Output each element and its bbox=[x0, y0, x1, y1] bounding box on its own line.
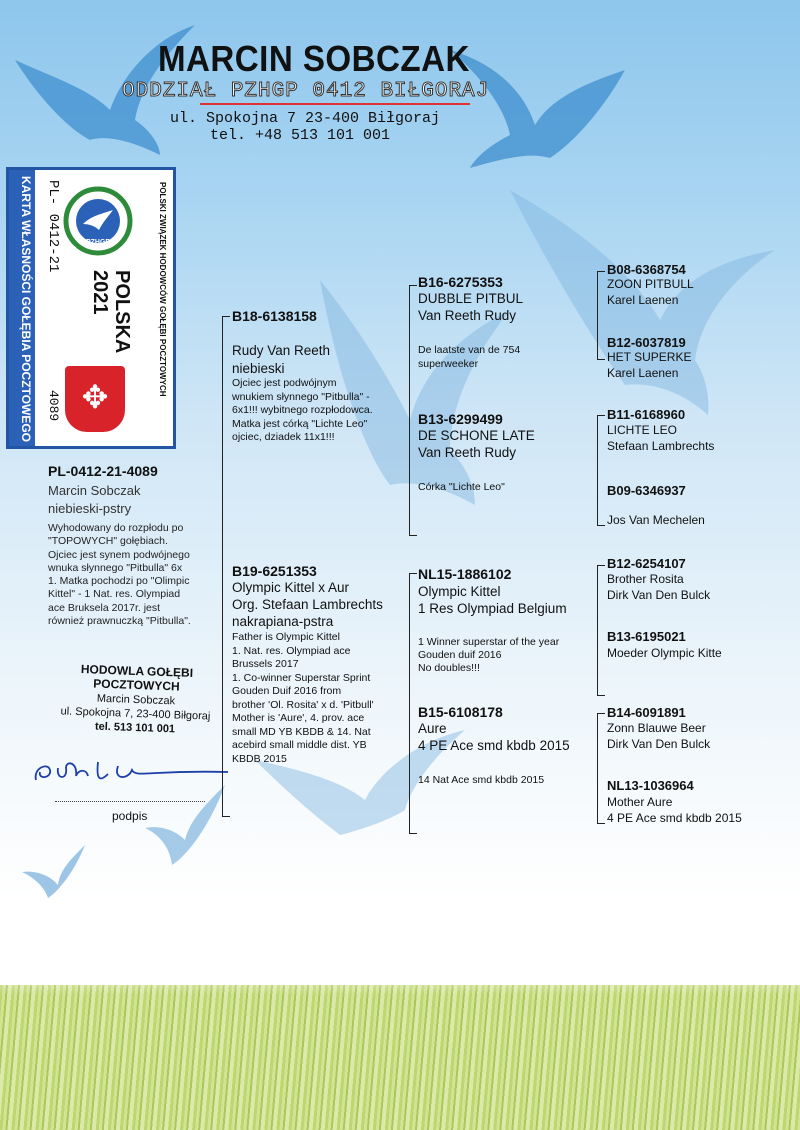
dove-silhouette-bottom-mid bbox=[140, 780, 230, 870]
gen3-name-2: HET SUPERKE bbox=[607, 350, 692, 364]
gen2-note-1b: superweeker bbox=[418, 358, 479, 370]
bracket-gen3-4 bbox=[597, 713, 598, 823]
bracket-gen3-1 bbox=[597, 271, 598, 359]
gen3-ring-1: B08-6368754 bbox=[607, 262, 686, 277]
gen2-breeder-4: 4 PE Ace smd kbdb 2015 bbox=[418, 738, 570, 753]
dove-silhouette-bottom-left bbox=[20, 840, 90, 900]
gen3-ring-8: NL13-1036964 bbox=[607, 778, 694, 793]
gen3-ring-2: B12-6037819 bbox=[607, 335, 686, 350]
gen3-name-7: Zonn Blauwe Beer bbox=[607, 721, 706, 735]
grass-field bbox=[0, 985, 800, 1130]
logo-text: PZHGP bbox=[85, 239, 111, 246]
card-country: POLSKA bbox=[111, 270, 133, 354]
card-ring-id: PL- 0412-21 bbox=[45, 180, 61, 273]
gen2-note-2a: Córka "Lichte Leo" bbox=[418, 481, 505, 493]
card-year: 2021 bbox=[89, 270, 111, 315]
sire-name: Rudy Van Reeth bbox=[232, 343, 331, 358]
gen3-ring-3: B11-6168960 bbox=[607, 407, 686, 422]
bracket-gen1 bbox=[222, 316, 223, 816]
card-country-year bbox=[89, 270, 133, 353]
gen3-name-1: ZOON PITBULL bbox=[607, 277, 694, 291]
dam-color: nakrapiana-pstra bbox=[232, 614, 334, 629]
subject-description: Wyhodowany do rozpłodu po "TOPOWYCH" gołębiach. Ojciec jest synem podwójnego wnuka słynnego "Pitbulla" 6x 1. Matka pochodzi po "Olimpic Kittel" - 1 Nat. res. Olympiad ace Bruksela 2017r. jest również prawnuczką "Pitbulla". bbox=[48, 522, 191, 628]
dam-origin: Org. Stefaan Lambrechts bbox=[232, 597, 383, 612]
gen2-breeder-3: 1 Res Olympiad Belgium bbox=[418, 601, 567, 616]
pzhgp-logo-icon bbox=[63, 186, 133, 256]
breeder-stamp: HODOWLA GOŁĘBI POCZTOWYCH Marcin Sobczak ul. Spokojna 7, 23-400 Biłgoraj tel. 513 101 001 bbox=[60, 662, 211, 736]
gen3-ring-6: B13-6195021 bbox=[607, 629, 686, 644]
gen2-ring-2: B13-6299499 bbox=[418, 411, 503, 427]
gen2-note-3c: No doubles!!! bbox=[418, 662, 480, 674]
dam-name: Olympic Kittel x Aur bbox=[232, 580, 350, 595]
subject-ring: PL-0412-21-4089 bbox=[48, 463, 158, 479]
gen3-name-5: Brother Rosita bbox=[607, 572, 684, 586]
gen2-note-3b: Gouden duif 2016 bbox=[418, 649, 502, 661]
gen2-note-3a: 1 Winner superstar of the year bbox=[418, 636, 560, 648]
polish-eagle-emblem-icon: ✥ bbox=[65, 366, 125, 432]
breeder-address: ul. Spokojna 7 23-400 Biłgoraj bbox=[170, 110, 441, 127]
gen3-name-6: Moeder Olympic Kitte bbox=[607, 646, 722, 660]
gen2-breeder-1: Van Reeth Rudy bbox=[418, 308, 517, 323]
dam-description: Father is Olympic Kittel 1. Nat. res. Olympiad ace Brussels 2017 1. Co-winner Superstar Sprint Gouden Duif 2016 from brother 'Ol. Rosita' x d. 'Pitbull' Mother is 'Aure', 4. prov. ace small MD YB KBDB & 14. Nat acebird small middle dist. YB KBDB 2015 bbox=[232, 631, 374, 765]
gen2-ring-1: B16-6275353 bbox=[418, 274, 503, 290]
signature-line bbox=[55, 801, 205, 802]
gen2-ring-4: B15-6108178 bbox=[418, 704, 503, 720]
header-underline bbox=[200, 103, 470, 105]
card-association: POLSKI ZWIĄZEK HODOWCÓW GOŁĘBI POCZTOWYCH bbox=[158, 182, 167, 397]
subject-color: niebieski-pstry bbox=[48, 501, 132, 516]
subject-owner: Marcin Sobczak bbox=[48, 483, 141, 498]
gen3-breeder-4: Jos Van Mechelen bbox=[607, 513, 705, 527]
gen2-name-3: Olympic Kittel bbox=[418, 584, 501, 599]
sire-ring: B18-6138158 bbox=[232, 308, 317, 324]
gen3-breeder-7: Dirk Van Den Bulck bbox=[607, 737, 711, 751]
gen3-breeder-1: Karel Laenen bbox=[607, 293, 679, 307]
gen2-note-4a: 14 Nat Ace smd kbdb 2015 bbox=[418, 774, 545, 786]
gen2-ring-3: NL15-1886102 bbox=[418, 566, 512, 582]
gen2-note-1a: De laatste van de 754 bbox=[418, 344, 521, 356]
gen3-name-3: LICHTE LEO bbox=[607, 423, 678, 437]
breeder-phone: tel. +48 513 101 001 bbox=[210, 127, 391, 144]
gen3-ring-4: B09-6346937 bbox=[607, 483, 686, 498]
bracket-gen3-2 bbox=[597, 415, 598, 525]
gen2-breeder-2: Van Reeth Rudy bbox=[418, 445, 517, 460]
gen3-name-8: Mother Aure bbox=[607, 795, 673, 809]
sire-description: Ojciec jest podwójnym wnukiem słynnego "Pitbulla" - 6x1!!! wybitnego rozpłodowca. Matka jest córką "Lichte Leo" ojciec, dziadek 11x1!!! bbox=[232, 377, 373, 443]
sire-color: niebieski bbox=[232, 361, 285, 376]
gen2-name-1: DUBBLE PITBUL bbox=[418, 291, 524, 306]
gen3-ring-5: B12-6254107 bbox=[607, 556, 686, 571]
bracket-gen2-sire bbox=[409, 285, 410, 535]
bracket-gen3-3 bbox=[597, 565, 598, 695]
signature-label: podpis bbox=[112, 809, 148, 823]
card-vertical-title: KARTA WŁASNOŚCI GOŁĘBIA POCZTOWEGO bbox=[19, 176, 33, 442]
gen2-name-2: DE SCHONE LATE bbox=[418, 428, 535, 443]
gen3-breeder-5: Dirk Van Den Bulck bbox=[607, 588, 711, 602]
handwritten-signature bbox=[28, 750, 228, 790]
breeder-name-title: MARCIN SOBCZAK bbox=[158, 38, 470, 79]
card-ring-number: 4089 bbox=[46, 390, 61, 422]
ownership-card bbox=[6, 167, 176, 449]
gen2-name-4: Aure bbox=[418, 721, 447, 736]
gen3-breeder-2: Karel Laenen bbox=[607, 366, 679, 380]
gen3-ring-7: B14-6091891 bbox=[607, 705, 686, 720]
breeder-organization: ODDZIAŁ PZHGP 0412 BIŁGORAJ bbox=[122, 80, 490, 103]
dam-ring: B19-6251353 bbox=[232, 563, 317, 579]
bracket-gen2-dam bbox=[409, 573, 410, 833]
gen3-breeder-8: 4 PE Ace smd kbdb 2015 bbox=[607, 811, 742, 825]
gen3-breeder-3: Stefaan Lambrechts bbox=[607, 439, 715, 453]
